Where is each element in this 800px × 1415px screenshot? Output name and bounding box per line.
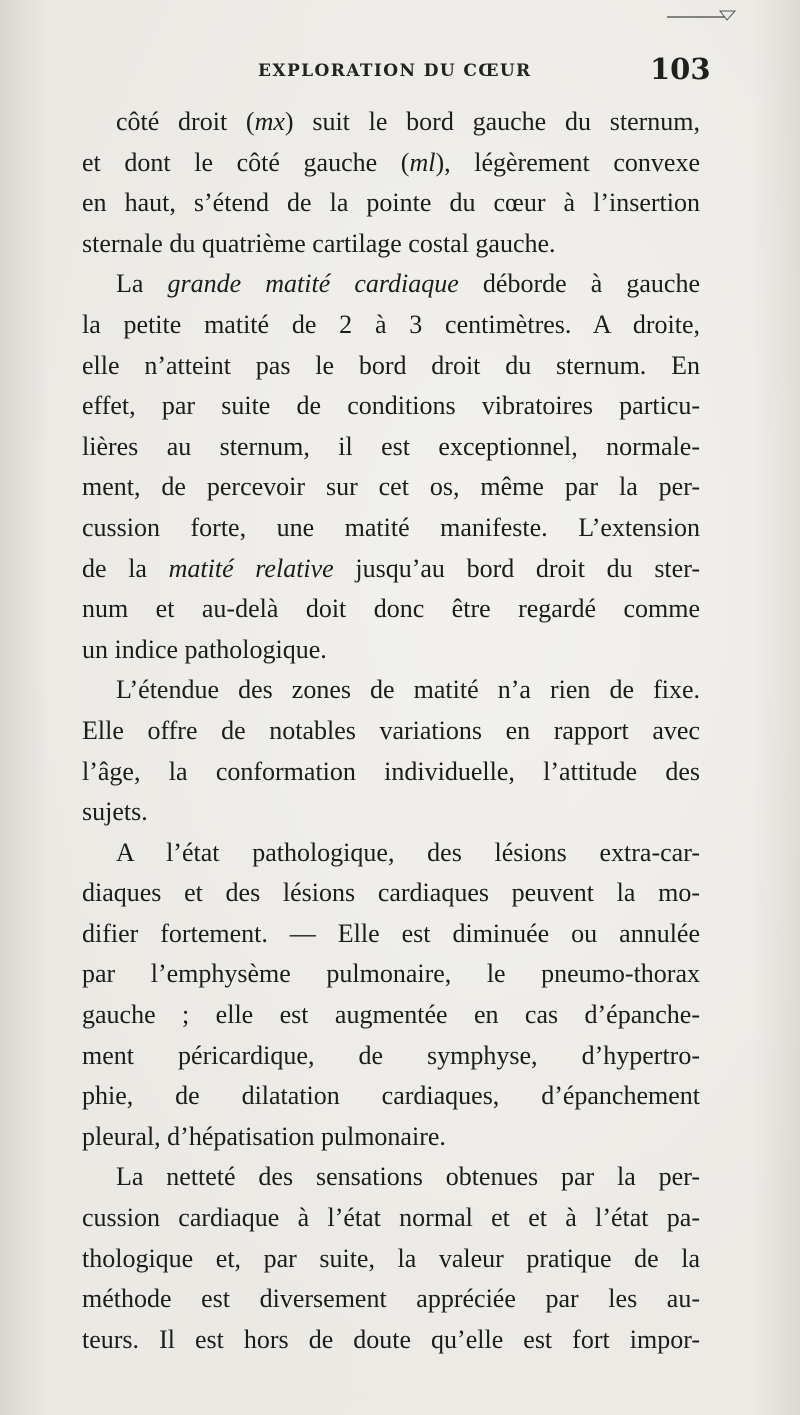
- text-run: lières au sternum, il est exceptionnel, normale-: [82, 431, 700, 461]
- text-run: diaques et des lésions cardiaques peuvent la mo-: [82, 878, 700, 908]
- text-run: pleural, d’hépatisation pulmonaire.: [82, 1121, 446, 1151]
- text-run: ment, de percevoir sur cet os, même par la per-: [82, 472, 700, 502]
- text-run: sternale du quatrième cartilage costal gauche.: [82, 228, 556, 258]
- text-line: [82, 1117, 700, 1158]
- text-line: [82, 508, 700, 549]
- text-line: [82, 467, 700, 508]
- text-run: gauche ; elle est augmentée en cas d’épanche-: [82, 1000, 700, 1030]
- text-line: [82, 589, 700, 630]
- text-line: [82, 1198, 700, 1239]
- text-run: thologique et, par suite, la valeur pratique de la: [82, 1243, 700, 1273]
- text-run: et dont le côté gauche (: [82, 147, 410, 177]
- text-line: [82, 102, 700, 143]
- text-run: ), légèrement convexe: [435, 147, 700, 177]
- text-run: num et au-delà doit donc être regardé comme: [82, 594, 700, 624]
- text-run: effet, par suite de conditions vibratoires particu-: [82, 391, 700, 421]
- pencil-mark-icon: [665, 8, 745, 22]
- text-run: elle n’atteint pas le bord droit du sternum. En: [82, 350, 700, 380]
- italic-term: matité relative: [168, 553, 334, 583]
- text-line: [82, 183, 700, 224]
- body-text: [82, 102, 700, 1360]
- text-line: [82, 305, 700, 346]
- text-run: cussion cardiaque à l’état normal et et à l’état pa-: [82, 1203, 700, 1233]
- text-run: l’âge, la conformation individuelle, l’attitude des: [82, 756, 700, 786]
- text-run: méthode est diversement appréciée par les au-: [82, 1284, 700, 1314]
- text-run: difier fortement. — Elle est diminuée ou annulée: [82, 918, 700, 948]
- text-line: [82, 833, 700, 874]
- text-run: côté droit (: [116, 107, 255, 136]
- italic-term: ml: [409, 147, 436, 177]
- text-run: cussion forte, une matité manifeste. L’extension: [82, 512, 700, 542]
- text-run: de la: [82, 553, 169, 583]
- text-run: sujets.: [82, 797, 148, 827]
- page-header: [0, 52, 800, 92]
- text-line: [82, 954, 700, 995]
- text-line: [82, 1157, 700, 1198]
- running-title: EXPLORATION DU CŒUR: [258, 61, 532, 81]
- text-run: la petite matité de 2 à 3 centimètres. A droite,: [82, 309, 700, 339]
- text-line: [82, 1076, 700, 1117]
- text-line: [82, 427, 700, 468]
- text-line: [82, 143, 700, 184]
- text-run: en haut, s’étend de la pointe du cœur à l’insertion: [82, 188, 700, 218]
- text-line: [82, 914, 700, 955]
- text-run: un indice pathologique.: [82, 634, 327, 664]
- text-run: Elle offre de notables variations en rapport avec: [82, 715, 700, 745]
- text-run: phie, de dilatation cardiaques, d’épanchement: [82, 1081, 700, 1111]
- text-line: [82, 1036, 700, 1077]
- text-run: La: [116, 269, 168, 299]
- text-line: [82, 549, 700, 590]
- text-run: A l’état pathologique, des lésions extra-car-: [116, 837, 700, 867]
- text-run: jusqu’au bord droit du ster-: [333, 553, 700, 583]
- text-run: teurs. Il est hors de doute qu’elle est fort impor-: [82, 1324, 700, 1354]
- text-run: ment péricardique, de symphyse, d’hypertro-: [82, 1040, 700, 1070]
- text-line: [82, 630, 700, 671]
- text-line: [82, 346, 700, 387]
- text-line: [82, 264, 700, 305]
- text-run: par l’emphysème pulmonaire, le pneumo-thorax: [82, 959, 700, 989]
- text-run: ) suit le bord gauche du sternum,: [284, 107, 700, 136]
- text-line: [82, 995, 700, 1036]
- text-line: [82, 670, 700, 711]
- text-line: [82, 386, 700, 427]
- italic-term: mx: [254, 107, 285, 136]
- page-number: 103: [650, 52, 711, 86]
- text-line: [82, 1320, 700, 1361]
- text-line: [82, 792, 700, 833]
- italic-term: grande matité cardiaque: [167, 269, 459, 299]
- text-line: [82, 873, 700, 914]
- text-line: [82, 711, 700, 752]
- text-line: [82, 1239, 700, 1280]
- text-run: déborde à gauche: [458, 269, 700, 299]
- text-run: L’étendue des zones de matité n’a rien de fixe.: [116, 675, 700, 705]
- text-line: [82, 224, 700, 265]
- text-line: [82, 1279, 700, 1320]
- text-run: La netteté des sensations obtenues par la per-: [116, 1162, 700, 1192]
- text-line: [82, 752, 700, 793]
